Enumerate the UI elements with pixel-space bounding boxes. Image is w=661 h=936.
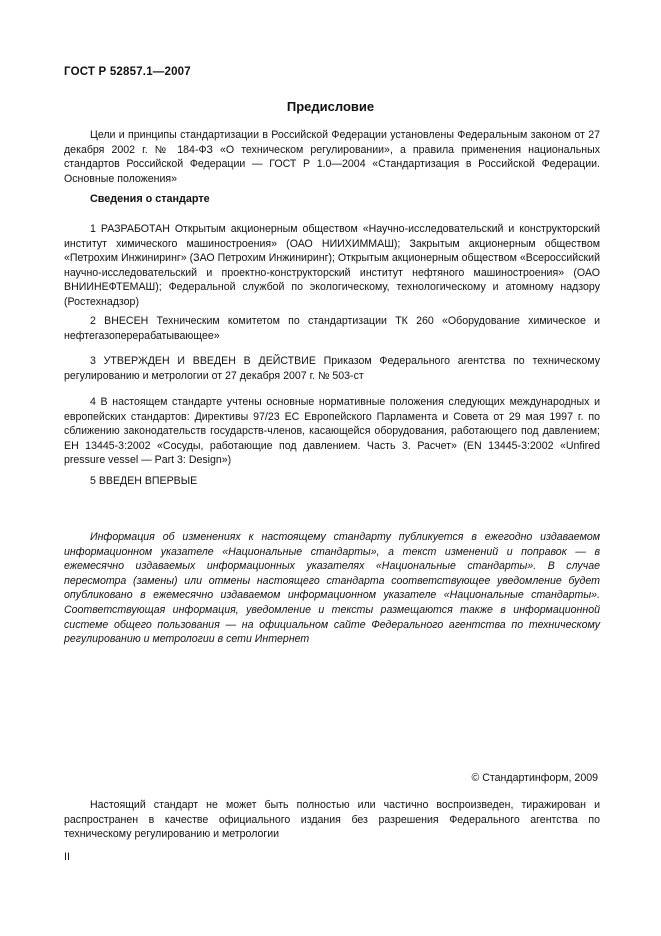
copyright: © Стандартинформ, 2009: [471, 772, 598, 784]
item-introduced: 2 ВНЕСЕН Техническим комитетом по стандартизации ТК 260 «Оборудование химическое и нефтегазоперерабатывающее»: [64, 315, 600, 342]
reproduction-notice: Настоящий стандарт не может быть полностью или частично воспроизведен, тиражирован и распространен в качестве официального издания без разрешения Федерального агентства по техническому регулированию и метрологии: [64, 799, 600, 841]
standard-code: ГОСТ Р 52857.1—2007: [64, 66, 191, 78]
page-title: Предисловие: [286, 99, 375, 114]
changes-notice: Информация об изменениях к настоящему стандарту публикуется в ежегодно издаваемом информационном указателе «Национальные стандарты», а текст изменений и поправок — в ежемесячно издаваемых информационных указателях «Национальные стандарты». В случае пересмотра (замены) или отмены настоящего стандарта соответствующее уведомление будет опубликовано в ежемесячно издаваемом информационном указателе «Национальные стандарты». Соответствующая информация, уведомление и тексты размещаются также в информационной системе общего пользования — на официальном сайте Федерального агентства по техническому регулированию и метрологии в сети Интернет: [64, 531, 600, 646]
item-international-standards: 4 В настоящем стандарте учтены основные нормативные положения следующих международных и европейских стандартов: Директивы 97/23 ЕС Европейского Парламента и Совета от 29 мая 1997 г. по сближению законодательств государств-членов, касающейся оборудования, работающего под давлением; ЕН 13445-3:2002 «Сосуды, работающие под давлением. Часть 3. Расчет» (EN 13445-3:2002 «Unfired pressure vessel — Part 3: Design»): [64, 396, 600, 467]
item-first-introduced: 5 ВВЕДЕН ВПЕРВЫЕ: [90, 475, 198, 487]
intro-paragraph: Цели и принципы стандартизации в Российской Федерации установлены Федеральным законом от 27 декабря 2002 г. № 184-ФЗ «О техническом регулировании», а правила применения национальных стандартов Российской Федерации — ГОСТ Р 1.0—2004 «Стандартизация в Российской Федерации. Основные положения»: [64, 129, 600, 185]
item-approved: 3 УТВЕРЖДЕН И ВВЕДЕН В ДЕЙСТВИЕ Приказом Федерального агентства по техническому регулированию и метрологии от 27 декабря 2007 г. № 503-ст: [64, 355, 600, 382]
page-number: II: [64, 851, 70, 863]
item-developed: 1 РАЗРАБОТАН Открытым акционерным обществом «Научно-исследовательский и конструкторский институт химического машиностроения» (ОАО НИИХИММАШ); Закрытым акционерным обществом «Петрохим Инжиниринг» (ЗАО Петрохим Инжиниринг); Открытым акционерным обществом «Всероссийский научно-исследовательский и проектно-конструкторский институт нефтяного машиностроения» (ОАО ВНИИНЕФТЕМАШ); Федеральной службой по экологическому, технологическому и атомному надзору (Ростехнадзор): [64, 223, 600, 308]
section-subheading: Сведения о стандарте: [90, 193, 210, 205]
